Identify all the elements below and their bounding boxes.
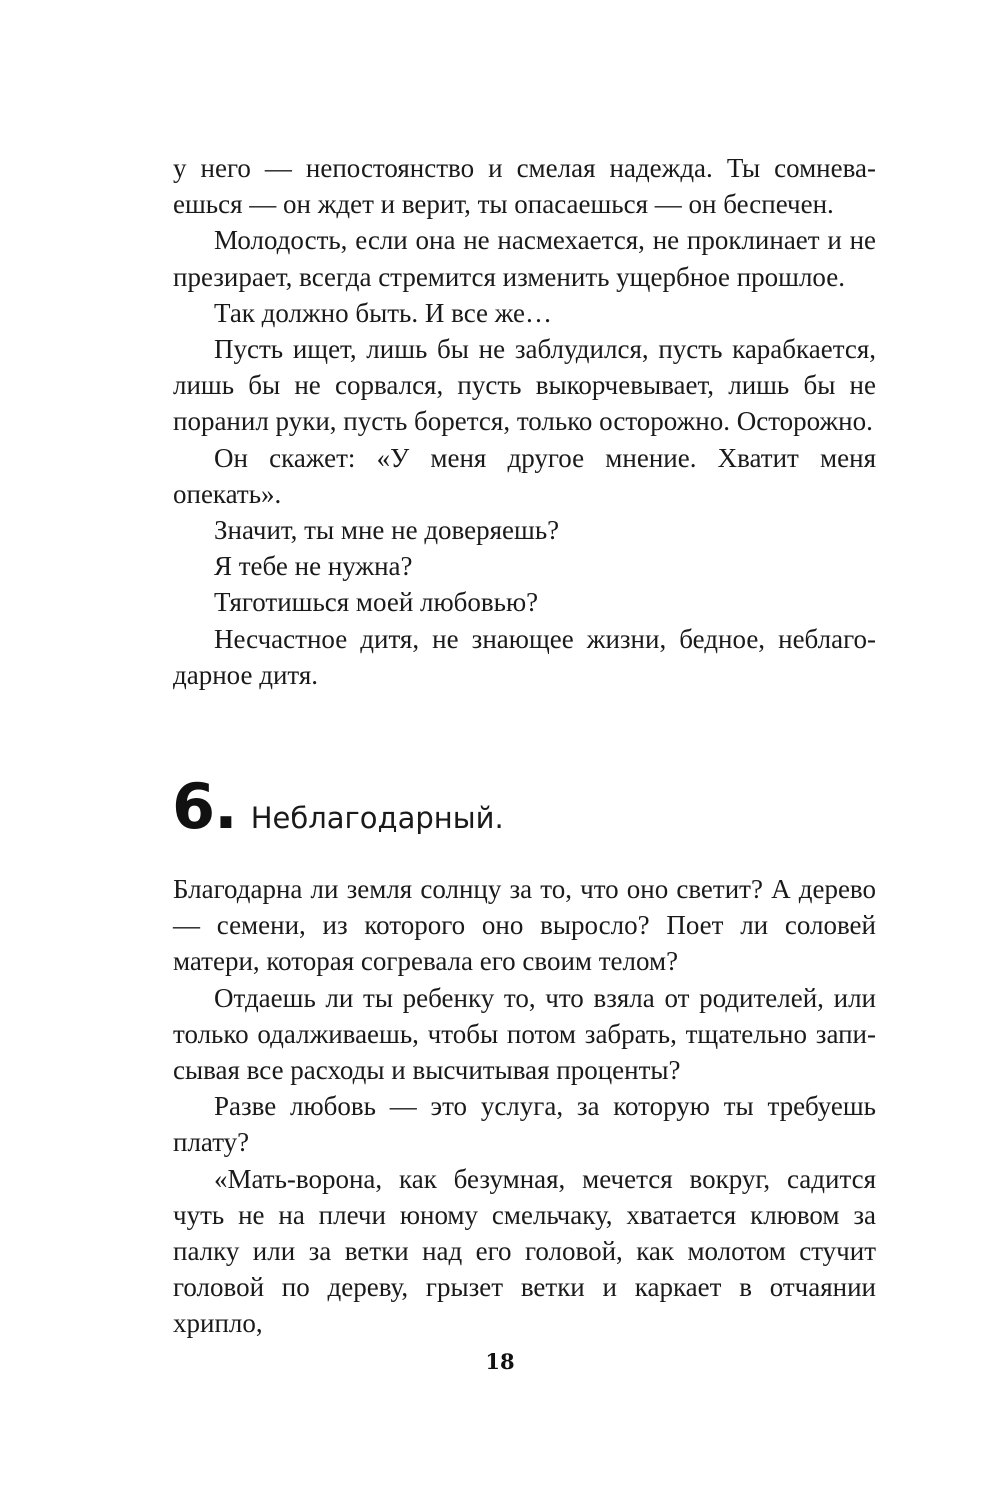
paragraph-continuation: у него — непостоянство и смелая надежда. Ты сомневаешься — он ждет и верит, ты опасаешься — он беспечен. bbox=[173, 153, 876, 220]
paragraph: «Мать-ворона, как безумная, мечется вокруг, садится чуть не на плечи юному смельчаку, хватается клювом за палку или за ветки над его головой, как молотом стучит головой по дереву, грызет ветки и каркает в отчаянии хрипло, bbox=[173, 1163, 876, 1339]
paragraph: Значит, ты мне не доверяешь? bbox=[214, 515, 560, 546]
section-heading bbox=[172, 770, 875, 850]
paragraph: Я тебе не нужна? bbox=[214, 551, 413, 582]
paragraph: Так должно быть. И все же… bbox=[214, 297, 553, 328]
page-number: 18 bbox=[485, 1349, 515, 1374]
section-number: 6. bbox=[172, 770, 237, 843]
top-text-block bbox=[173, 150, 876, 693]
paragraph: Благодарна ли земля солнцу за то, что оно светит? А дерево — семени, из которого оно выросло? Поет ли соловей матери, которая согревала его своим телом? bbox=[173, 874, 876, 977]
paragraph: Пусть ищет, лишь бы не заблудился, пусть карабкается, лишь бы не сорвался, пусть выкорчевывает, лишь бы не поранил руки, пусть борется, только осторожно. Осторожно. bbox=[173, 334, 876, 437]
section-title: Неблагодарный. bbox=[250, 801, 504, 835]
paragraph: Молодость, если она не насмехается, не проклинает и не презирает, всегда стремится изменить ущербное прошлое. bbox=[173, 225, 876, 292]
section-text-block bbox=[173, 871, 876, 1342]
paragraph: Он скажет: «У меня другое мнение. Хватит меня опекать». bbox=[173, 442, 876, 509]
paragraph: Отдаешь ли ты ребенку то, что взяла от родителей, или только одалживаешь, чтобы потом забрать, тщательно записывая все расходы и высчитывая проценты? bbox=[173, 982, 876, 1086]
paragraph: Несчастное дитя, не знающее жизни, бедное, неблагодарное дитя. bbox=[173, 623, 876, 690]
paragraph: Разве любовь — это услуга, за которую ты требуешь плату? bbox=[173, 1091, 876, 1158]
paragraph: Тяготишься моей любовью? bbox=[214, 587, 539, 618]
